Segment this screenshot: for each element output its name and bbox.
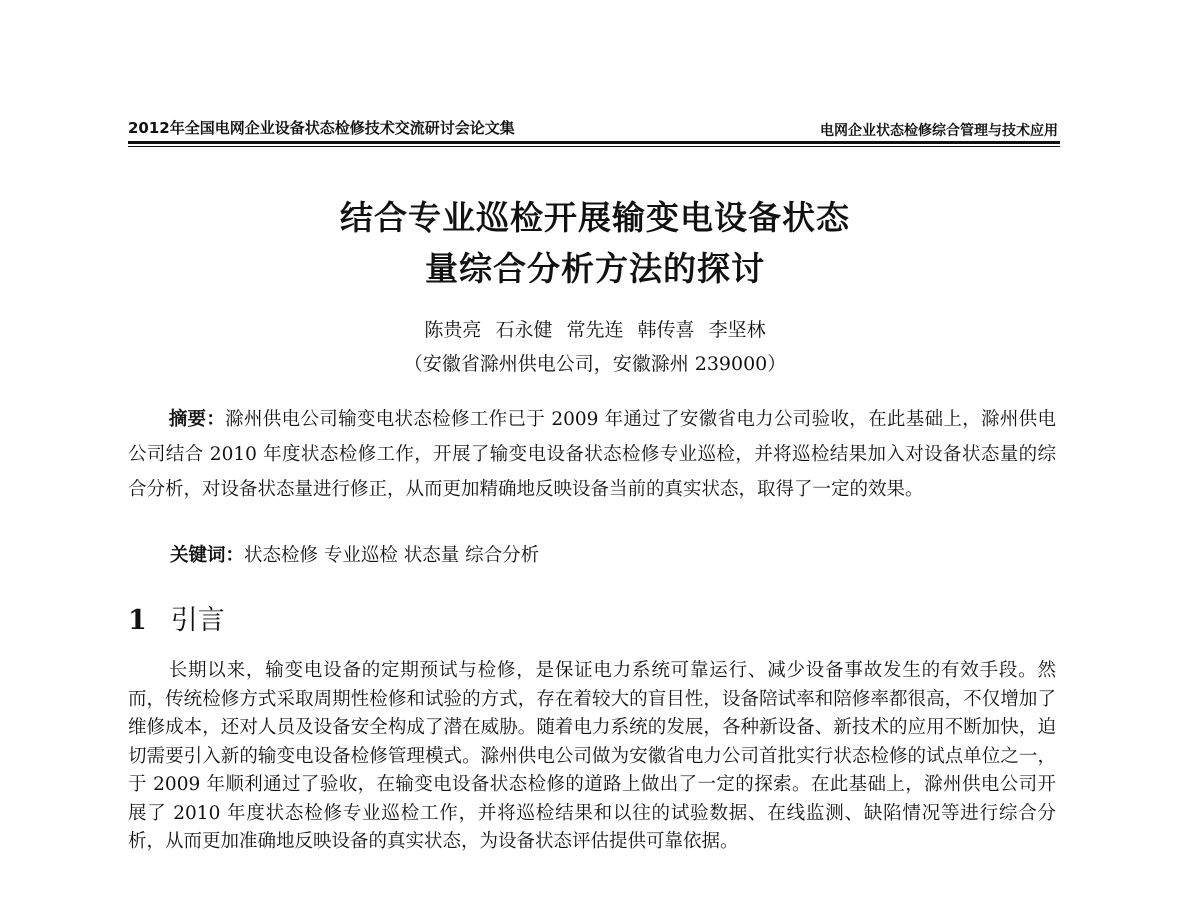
running-header-right: 电网企业状态检修综合管理与技术应用: [820, 123, 1058, 139]
header-rule-thick: [128, 141, 1060, 144]
section-paragraph: 长期以来，输变电设备的定期预试与检修，是保证电力系统可靠运行、减少设备事故发生的有效手段。然而，传统检修方式采取周期性检修和试验的方式，存在着较大的盲目性，设备陪试率和陪修率都很高，不仅增加了维修成本，还对人员及设备安全构成了潜在威胁。随着电力系统的发展，各种新设备、新技术的应用不断加快，迫切需要引入新的输变电设备检修管理模式。滁州供电公司做为安徽省电力公司首批实行状态检修的试点单位之一，于 2009 年顺利通过了验收，在输变电设备状态检修的道路上做出了一定的探索。在此基础上，滁州供电公司开展了 2010 年度状态检修专业巡检工作，并将巡检结果和以往的试验数据、在线监测、缺陷情况等进行综合分析，从而更加准确地反映设备的真实状态，为设备状态评估提供可靠依据。: [128, 660, 1056, 852]
section-number: 1: [128, 605, 147, 636]
abstract-label: 摘要：: [168, 409, 226, 430]
section-heading: [128, 598, 225, 637]
running-header: [128, 117, 1058, 139]
keywords: [170, 541, 539, 567]
running-header-left: 2012年全国电网企业设备状态检修技术交流研讨会论文集: [128, 119, 515, 137]
header-rule-thin: [128, 146, 1060, 147]
keywords-text: 状态检修 专业巡检 状态量 综合分析: [244, 545, 540, 566]
author-list: 陈贵亮 石永健 常先连 韩传喜 李坚林: [424, 319, 766, 341]
abstract: [128, 402, 1056, 507]
abstract-text: 滁州供电公司输变电状态检修工作已于 2009 年通过了安徽省电力公司验收，在此基础上，滁州供电公司结合 2010 年度状态检修工作，开展了输变电设备状态检修专业巡检，并将巡检结果加入对设备状态量的综合分析，对设备状态量进行修正，从而更加精确地反映设备当前的真实状态，取得了一定的效果。: [128, 409, 1056, 500]
paper-title-line-2: 量综合分析方法的探讨: [425, 249, 765, 288]
section-title: 引言: [170, 605, 225, 636]
keywords-label: 关键词：: [170, 545, 245, 566]
paper-title-line-1: 结合专业巡检开展输变电设备状态: [340, 198, 850, 237]
author-affiliation: （安徽省滁州供电公司，安徽滁州 239000）: [403, 353, 787, 375]
